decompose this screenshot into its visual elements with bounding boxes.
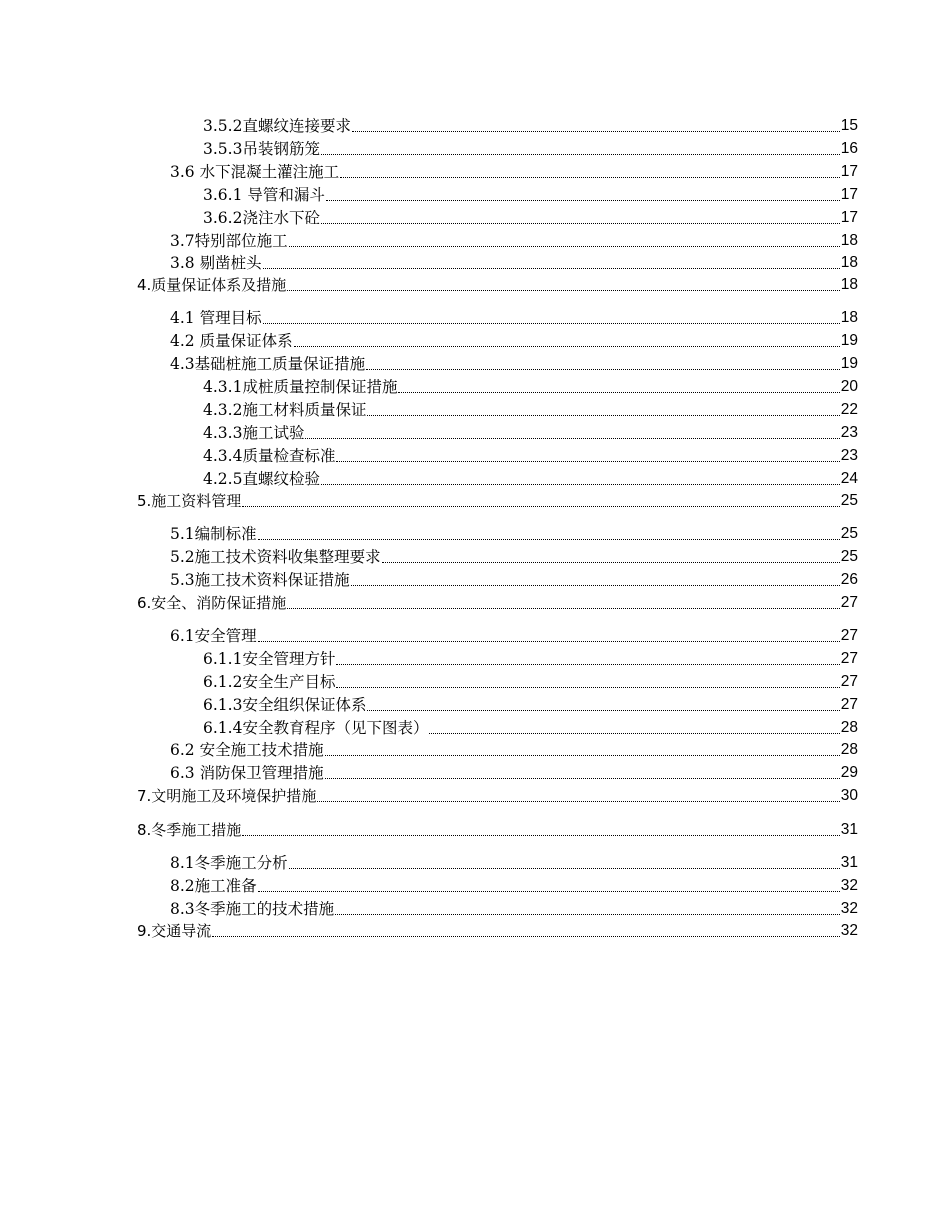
toc-entry-page-number: 29 [840, 764, 858, 781]
toc-entry[interactable] [170, 850, 858, 872]
toc-entry[interactable] [170, 896, 858, 918]
toc-entry-title: 4.3.1成桩质量控制保证措施 [203, 378, 398, 396]
toc-entry-page-number: 25 [840, 492, 858, 509]
dot-leader [351, 585, 840, 586]
toc-entry-title: 5.1编制标准 [170, 525, 257, 543]
toc-entry[interactable] [137, 817, 858, 839]
toc-entry[interactable] [170, 623, 858, 645]
toc-entry-title: 6.1安全管理 [170, 627, 257, 645]
toc-entry-page-number: 31 [840, 821, 858, 838]
toc-entry-title: 3.5.2直螺纹连接要求 [203, 117, 351, 135]
toc-entry-title: 3.7特别部位施工 [170, 232, 288, 250]
toc-entry-page-number: 19 [840, 332, 858, 349]
dot-leader [321, 154, 840, 155]
dot-leader [335, 914, 840, 915]
dot-leader [340, 177, 840, 178]
toc-entry[interactable] [170, 521, 858, 543]
dot-leader [336, 461, 839, 462]
toc-entry[interactable] [203, 443, 858, 465]
toc-entry[interactable] [137, 918, 858, 940]
toc-entry[interactable] [203, 669, 858, 691]
toc-entry-page-number: 18 [840, 309, 858, 326]
toc-entry[interactable] [137, 488, 858, 510]
toc-entry-title: 6.1.2安全生产目标 [203, 673, 336, 691]
toc-entry-title: 8.2施工准备 [170, 877, 257, 895]
toc-entry-page-number: 32 [840, 900, 858, 917]
toc-entry[interactable] [137, 272, 858, 294]
toc-entry-title: 3.8 剔凿桩头 [170, 254, 262, 272]
dot-leader [287, 290, 839, 291]
dot-leader [258, 641, 840, 642]
toc-entry-page-number: 17 [840, 209, 858, 226]
toc-entry[interactable] [203, 113, 858, 135]
toc-entry[interactable] [203, 374, 858, 396]
toc-entry-page-number: 15 [840, 117, 858, 134]
toc-entry-page-number: 23 [840, 447, 858, 464]
toc-entry-title: 3.6.1 导管和漏斗 [203, 186, 325, 204]
toc-entry-title: 8.1冬季施工分析 [170, 854, 288, 872]
toc-entry-title: 7.文明施工及环境保护措施 [137, 787, 317, 805]
dot-leader [317, 801, 839, 802]
toc-entry-page-number: 31 [840, 854, 858, 871]
toc-entry-page-number: 16 [840, 140, 858, 157]
dot-leader [289, 868, 840, 869]
toc-entry-page-number: 27 [840, 673, 858, 690]
toc-entry[interactable] [170, 544, 858, 566]
toc-entry-title: 4.2 质量保证体系 [170, 332, 293, 350]
dot-leader [242, 835, 839, 836]
toc-entry[interactable] [170, 567, 858, 589]
toc-entry-title: 4.3基础桩施工质量保证措施 [170, 355, 366, 373]
toc-entry[interactable] [203, 646, 858, 668]
toc-entry[interactable] [137, 783, 858, 805]
toc-entry-page-number: 28 [840, 741, 858, 758]
dot-leader [325, 778, 840, 779]
dot-leader [398, 392, 839, 393]
toc-entry[interactable] [170, 873, 858, 895]
dot-leader [305, 438, 839, 439]
toc-entry-page-number: 25 [840, 548, 858, 565]
dot-leader [242, 506, 839, 507]
dot-leader [367, 710, 839, 711]
toc-entry[interactable] [203, 182, 858, 204]
toc-entry-page-number: 25 [840, 525, 858, 542]
dot-leader [429, 733, 839, 734]
toc-entry[interactable] [170, 760, 858, 782]
dot-leader [336, 687, 839, 688]
toc-entry[interactable] [170, 250, 858, 272]
toc-entry-page-number: 30 [840, 787, 858, 804]
toc-entry-title: 5.3施工技术资料保证措施 [170, 571, 350, 589]
dot-leader [287, 608, 839, 609]
toc-entry-title: 4.2.5直螺纹检验 [203, 470, 320, 488]
toc-entry-title: 3.6.2浇注水下砼 [203, 209, 320, 227]
toc-entry[interactable] [170, 228, 858, 250]
toc-entry-page-number: 32 [840, 922, 858, 939]
dot-leader [321, 484, 840, 485]
toc-entry[interactable] [203, 420, 858, 442]
toc-entry-title: 6.1.1安全管理方针 [203, 650, 336, 668]
toc-entry-page-number: 32 [840, 877, 858, 894]
dot-leader [258, 891, 840, 892]
dot-leader [258, 539, 840, 540]
dot-leader [294, 346, 840, 347]
toc-entry-page-number: 26 [840, 571, 858, 588]
toc-entry-page-number: 19 [840, 355, 858, 372]
toc-entry-page-number: 17 [840, 163, 858, 180]
dot-leader [367, 415, 839, 416]
toc-entry[interactable] [203, 715, 858, 737]
toc-entry-page-number: 18 [840, 276, 858, 293]
toc-entry-title: 4.质量保证体系及措施 [137, 276, 287, 294]
toc-entry-title: 3.5.3吊装钢筋笼 [203, 140, 320, 158]
dot-leader [366, 369, 840, 370]
toc-entry-title: 5.施工资料管理 [137, 492, 242, 510]
toc-entry-title: 4.3.4质量检查标准 [203, 447, 336, 465]
dot-leader [325, 755, 840, 756]
toc-entry-title: 6.1.4安全教育程序（见下图表） [203, 719, 429, 737]
toc-entry-page-number: 23 [840, 424, 858, 441]
toc-entry-title: 5.2施工技术资料收集整理要求 [170, 548, 381, 566]
dot-leader [352, 131, 840, 132]
toc-entry-page-number: 20 [840, 378, 858, 395]
toc-entry[interactable] [203, 692, 858, 714]
toc-entry-title: 4.1 管理目标 [170, 309, 262, 327]
dot-leader [263, 268, 840, 269]
toc-entry-title: 4.3.3施工试验 [203, 424, 305, 442]
toc-entry-title: 6.2 安全施工技术措施 [170, 741, 324, 759]
toc-entry[interactable] [203, 205, 858, 227]
toc-entry-page-number: 17 [840, 186, 858, 203]
toc-entry[interactable] [170, 351, 858, 373]
toc-entry-title: 6.安全、消防保证措施 [137, 594, 287, 612]
toc-entry-page-number: 27 [840, 627, 858, 644]
toc-entry-title: 6.1.3安全组织保证体系 [203, 696, 367, 714]
toc-entry-page-number: 24 [840, 470, 858, 487]
dot-leader [212, 936, 839, 937]
toc-entry-title: 8.3冬季施工的技术措施 [170, 900, 335, 918]
toc-entry[interactable] [203, 466, 858, 488]
toc-entry-title: 8.冬季施工措施 [137, 821, 242, 839]
dot-leader [289, 246, 840, 247]
toc-entry[interactable] [203, 136, 858, 158]
dot-leader [321, 223, 840, 224]
dot-leader [326, 200, 840, 201]
toc-entry-page-number: 27 [840, 650, 858, 667]
toc-entry-page-number: 22 [840, 401, 858, 418]
toc-entry-title: 4.3.2施工材料质量保证 [203, 401, 367, 419]
toc-entry-title: 9.交通导流 [137, 922, 212, 940]
toc-entry[interactable] [170, 737, 858, 759]
toc-entry-page-number: 27 [840, 696, 858, 713]
dot-leader [382, 562, 840, 563]
toc-entry-page-number: 28 [840, 719, 858, 736]
toc-entry-page-number: 18 [840, 254, 858, 271]
toc-entry[interactable] [170, 305, 858, 327]
toc-entry[interactable] [203, 397, 858, 419]
toc-entry[interactable] [170, 159, 858, 181]
toc-entry[interactable] [137, 590, 858, 612]
toc-entry-title: 3.6 水下混凝土灌注施工 [170, 163, 340, 181]
toc-entry-page-number: 18 [840, 232, 858, 249]
toc-entry-page-number: 27 [840, 594, 858, 611]
toc-entry-title: 6.3 消防保卫管理措施 [170, 764, 324, 782]
dot-leader [263, 323, 840, 324]
dot-leader [336, 664, 839, 665]
toc-entry[interactable] [170, 328, 858, 350]
